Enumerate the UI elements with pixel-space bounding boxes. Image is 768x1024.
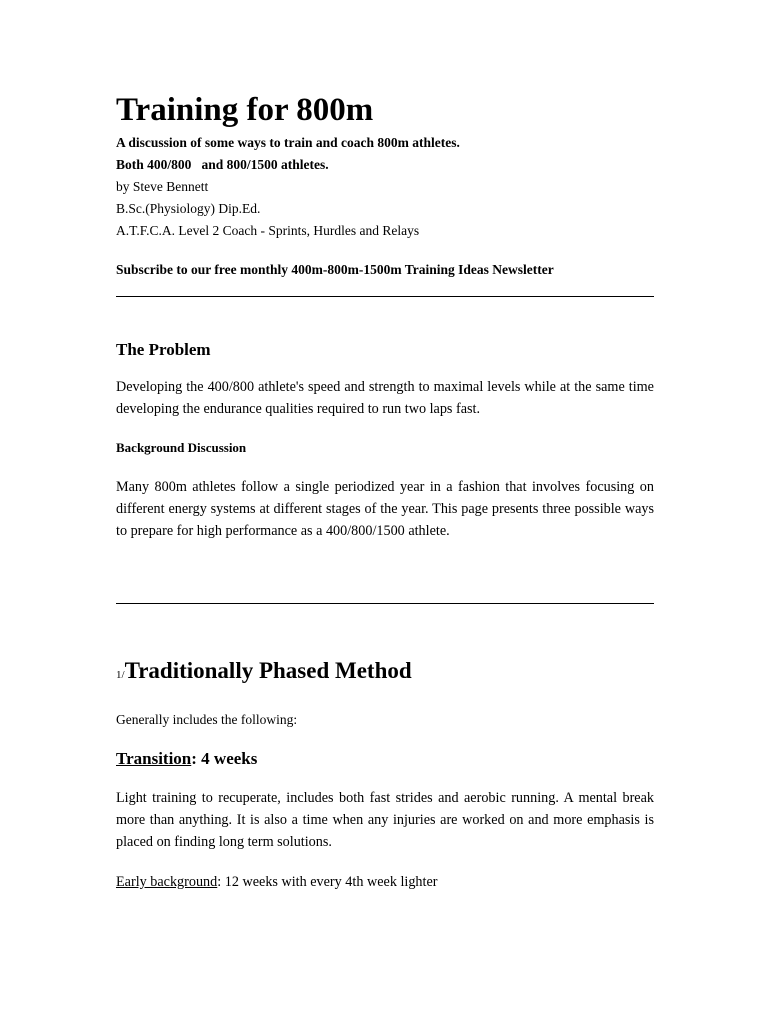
subscribe-link[interactable]: Subscribe to our free monthly 400m-800m-1500m Training Ideas Newsletter (116, 262, 554, 277)
transition-label: Transition (116, 749, 192, 768)
transition-duration: : 4 weeks (191, 749, 258, 768)
author-line: by Steve Bennett (116, 179, 209, 194)
problem-paragraph: Developing the 400/800 athlete's speed and strength to maximal levels while at the same time developing the endurance qualities required to run two laps fast. (116, 379, 654, 417)
section-title: Traditionally Phased Method (124, 658, 412, 683)
early-background-detail: : 12 weeks with every 4th week lighter (217, 874, 438, 890)
divider (116, 296, 654, 297)
page-title: Training for 800m (116, 92, 374, 128)
transition-heading (116, 747, 257, 771)
subtitle-line-1: A discussion of some ways to train and coach 800m athletes. (116, 135, 460, 150)
early-background-label: Early background (116, 874, 218, 890)
method-intro: Generally includes the following: (116, 712, 298, 727)
section-heading-method-1 (116, 656, 412, 690)
transition-paragraph: Light training to recuperate, includes both fast strides and aerobic running. A mental break more than anything. It is also a time when any injuries are worked on and more emphasis is placed on finding long term solutions. (116, 790, 654, 850)
divider (116, 603, 654, 604)
section-number: 1/ (116, 669, 125, 681)
subtitle-line-2: Both 400/800 and 800/1500 athletes. (116, 157, 329, 172)
credential-line-1: B.Sc.(Physiology) Dip.Ed. (116, 201, 261, 216)
background-paragraph: Many 800m athletes follow a single periodized year in a fashion that involves focusing on different energy systems at different stages of the year. This page presents three possible ways to prepare for high performance as a 400/800/1500 athlete. (116, 479, 654, 539)
section-heading-problem: The Problem (116, 340, 211, 359)
early-background-line (116, 871, 438, 893)
credential-line-2: A.T.F.C.A. Level 2 Coach - Sprints, Hurdles and Relays (116, 223, 420, 238)
subheading-background: Background Discussion (116, 440, 247, 455)
